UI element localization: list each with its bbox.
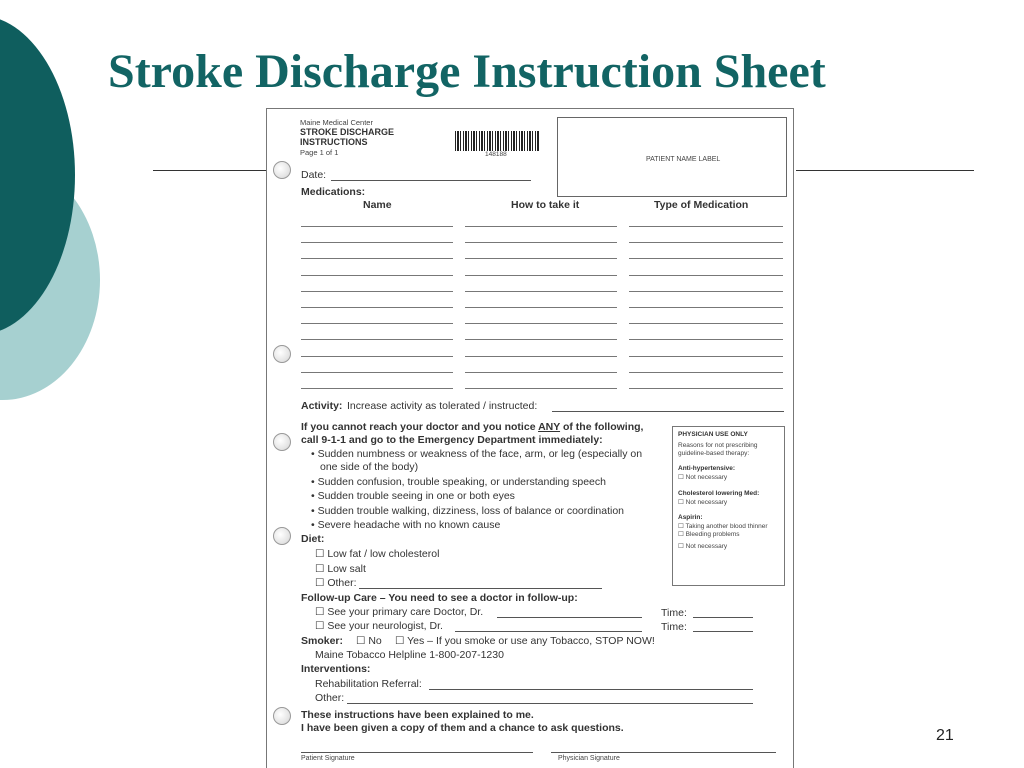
- cholesterol-checkbox[interactable]: ☐ Not necessary: [678, 499, 728, 506]
- punch-hole-icon: [273, 527, 291, 545]
- diet-checkbox-low-fat[interactable]: ☐ Low fat / low cholesterol: [315, 548, 440, 560]
- smoker-label: Smoker:: [301, 635, 344, 647]
- medication-entry-line[interactable]: [465, 372, 617, 373]
- medication-entry-line[interactable]: [629, 356, 783, 357]
- aspirin-label: Aspirin:: [678, 514, 703, 521]
- followup-neuro-checkbox[interactable]: ☐ See your neurologist, Dr.: [315, 620, 443, 632]
- medication-entry-line[interactable]: [629, 291, 783, 292]
- patient-signature-label: Patient Signature: [301, 755, 355, 762]
- other-label: Other:: [315, 692, 345, 704]
- barcode-number: 148188: [485, 151, 507, 158]
- neuro-time-field[interactable]: [693, 631, 753, 632]
- patient-label-text: PATIENT NAME LABEL: [646, 156, 721, 163]
- title-rule-right: [796, 170, 974, 171]
- antihypertensive-label: Anti-hypertensive:: [678, 465, 736, 472]
- activity-field[interactable]: [552, 411, 784, 412]
- medication-entry-line[interactable]: [301, 388, 453, 389]
- medication-entry-line[interactable]: [629, 339, 783, 340]
- medication-entry-line[interactable]: [465, 339, 617, 340]
- diet-other-field[interactable]: [359, 588, 602, 589]
- medication-entry-line[interactable]: [465, 275, 617, 276]
- medication-entry-line[interactable]: [465, 307, 617, 308]
- medication-entry-line[interactable]: [465, 356, 617, 357]
- med-col-type: Type of Medication: [654, 199, 749, 211]
- medication-entry-line[interactable]: [301, 258, 453, 259]
- reasons-line1: Reasons for not prescribing: [678, 442, 758, 449]
- symptom-item: • Severe headache with no known cause: [311, 519, 501, 531]
- medication-entry-line[interactable]: [301, 323, 453, 324]
- diet-checkbox-low-salt[interactable]: ☐ Low salt: [315, 563, 366, 575]
- title-rule-left: [153, 170, 266, 171]
- medication-entry-line[interactable]: [629, 307, 783, 308]
- smoker-no-checkbox[interactable]: ☐ No: [356, 635, 382, 647]
- medication-entry-line[interactable]: [629, 323, 783, 324]
- medication-entry-line[interactable]: [465, 242, 617, 243]
- date-label: Date:: [301, 169, 327, 181]
- aspirin-checkbox-blood-thinner[interactable]: ☐ Taking another blood thinner: [678, 523, 768, 530]
- diet-label: Diet:: [301, 533, 325, 545]
- symptom-item-cont: one side of the body): [320, 461, 419, 473]
- punch-hole-icon: [273, 161, 291, 179]
- patient-label-box: [557, 117, 787, 197]
- activity-text: Increase activity as tolerated / instructed:: [347, 400, 538, 412]
- medication-entry-line[interactable]: [629, 372, 783, 373]
- emergency-heading-line2: call 9-1-1 and go to the Emergency Department immediately:: [301, 434, 603, 446]
- symptom-item: • Sudden confusion, trouble speaking, or understanding speech: [311, 476, 606, 488]
- smoker-yes-checkbox[interactable]: ☐ Yes – If you smoke or use any Tobacco, STOP NOW!: [395, 635, 655, 647]
- neurologist-field[interactable]: [455, 631, 642, 632]
- medication-entry-line[interactable]: [301, 372, 453, 373]
- med-col-how: How to take it: [511, 199, 580, 211]
- scanned-discharge-form: [266, 108, 794, 768]
- emergency-heading-line1: If you cannot reach your doctor and you notice ANY of the following,: [301, 421, 644, 433]
- other-field[interactable]: [347, 703, 753, 704]
- explained-line1: These instructions have been explained to me.: [301, 709, 534, 721]
- barcode-icon: [455, 131, 539, 151]
- diet-checkbox-other[interactable]: ☐ Other:: [315, 577, 357, 589]
- medication-entry-line[interactable]: [301, 356, 453, 357]
- physician-signature-field[interactable]: [551, 752, 776, 753]
- rehab-label: Rehabilitation Referral:: [315, 678, 422, 690]
- form-org: Maine Medical Center: [300, 118, 373, 127]
- medication-entry-line[interactable]: [629, 226, 783, 227]
- cholesterol-label: Cholesterol lowering Med:: [678, 490, 760, 497]
- physician-signature-label: Physician Signature: [558, 755, 620, 762]
- symptom-item: • Sudden numbness or weakness of the face, arm, or leg (especially on: [311, 448, 643, 460]
- aspirin-checkbox-bleeding[interactable]: ☐ Bleeding problems: [678, 531, 740, 538]
- medication-entry-line[interactable]: [301, 339, 453, 340]
- medication-entry-line[interactable]: [465, 258, 617, 259]
- activity-label: Activity:: [301, 400, 343, 412]
- medication-entry-line[interactable]: [301, 242, 453, 243]
- page-number: 21: [936, 727, 954, 744]
- neuro-time-label: Time:: [661, 621, 687, 633]
- physician-box-title: PHYSICIAN USE ONLY: [678, 431, 748, 438]
- punch-hole-icon: [273, 707, 291, 725]
- medication-entry-line[interactable]: [629, 388, 783, 389]
- patient-signature-field[interactable]: [301, 752, 533, 753]
- form-page-of: Page 1 of 1: [300, 148, 339, 157]
- medication-entry-line[interactable]: [629, 275, 783, 276]
- medication-entry-line[interactable]: [301, 307, 453, 308]
- symptom-item: • Sudden trouble seeing in one or both eyes: [311, 490, 515, 502]
- primary-doctor-field[interactable]: [497, 617, 642, 618]
- explained-line2: I have been given a copy of them and a chance to ask questions.: [301, 722, 624, 734]
- punch-hole-icon: [273, 345, 291, 363]
- reasons-line2: guideline-based therapy:: [678, 450, 750, 457]
- punch-hole-icon: [273, 433, 291, 451]
- form-title-line2: INSTRUCTIONS: [300, 137, 368, 147]
- physician-use-box: [672, 426, 785, 586]
- medication-entry-line[interactable]: [301, 226, 453, 227]
- medication-entry-line[interactable]: [465, 388, 617, 389]
- aspirin-checkbox-not-necessary[interactable]: ☐ Not necessary: [678, 543, 728, 550]
- primary-time-label: Time:: [661, 607, 687, 619]
- rehab-field[interactable]: [429, 689, 753, 690]
- primary-time-field[interactable]: [693, 617, 753, 618]
- med-col-name: Name: [363, 199, 392, 211]
- symptom-item: • Sudden trouble walking, dizziness, loss of balance or coordination: [311, 505, 625, 517]
- antihypertensive-checkbox[interactable]: ☐ Not necessary: [678, 474, 728, 481]
- medication-entry-line[interactable]: [629, 242, 783, 243]
- slide-title: Stroke Discharge Instruction Sheet: [108, 45, 826, 98]
- followup-label: Follow-up Care – You need to see a doctor in follow-up:: [301, 592, 578, 604]
- medications-label: Medications:: [301, 186, 366, 198]
- medication-entry-line[interactable]: [465, 226, 617, 227]
- medication-entry-line[interactable]: [301, 291, 453, 292]
- medication-entry-line[interactable]: [629, 258, 783, 259]
- tobacco-helpline: Maine Tobacco Helpline 1-800-207-1230: [315, 649, 504, 661]
- medication-entry-line[interactable]: [465, 291, 617, 292]
- followup-primary-checkbox[interactable]: ☐ See your primary care Doctor, Dr.: [315, 606, 484, 618]
- medication-entry-line[interactable]: [301, 275, 453, 276]
- date-field[interactable]: [331, 180, 531, 181]
- interventions-label: Interventions:: [301, 663, 371, 675]
- form-title-line1: STROKE DISCHARGE: [300, 127, 395, 137]
- medication-entry-line[interactable]: [465, 323, 617, 324]
